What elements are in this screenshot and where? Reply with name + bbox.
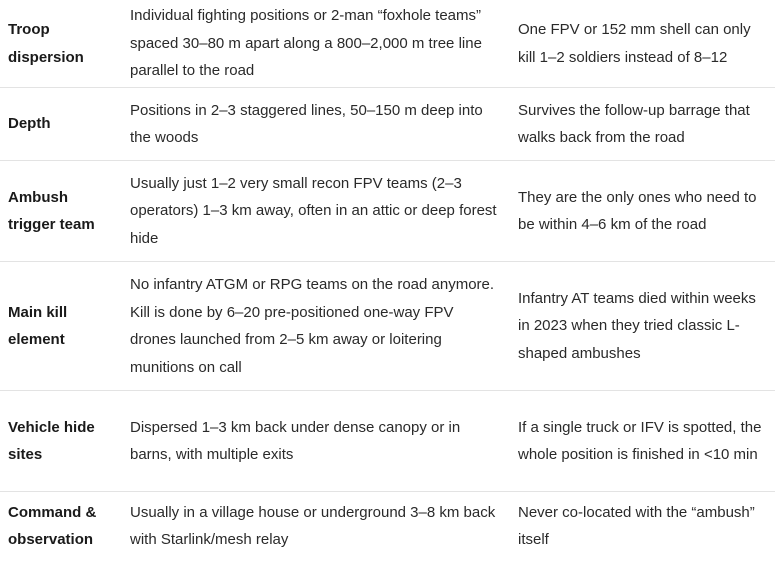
row-description: Usually in a village house or underground 3–8 km back with Starlink/mesh relay	[130, 503, 496, 548]
row-reason: Never co-located with the “ambush” itself	[518, 503, 755, 548]
row-description: No infantry ATGM or RPG teams on the road anymore. Kill is done by 6–20 pre-positioned one-way FPV drones launched from 2–5 km away or loitering munitions on call	[122, 262, 510, 391]
row-reason: Infantry AT teams died within weeks in 2023 when they tried classic L-shaped ambushes	[510, 262, 775, 391]
row-reason: Survives the follow-up barrage that walks back from the road	[510, 88, 775, 161]
row-label: Ambush trigger team	[0, 161, 122, 262]
table-row	[0, 161, 775, 262]
table-row	[0, 88, 775, 161]
row-description: Usually just 1–2 very small recon FPV teams (2–3 operators) 1–3 km away, often in an attic or deep forest hide	[122, 161, 510, 262]
row-label: Command & observation	[8, 503, 97, 548]
row-reason: They are the only ones who need to be within 4–6 km of the road	[510, 161, 775, 262]
row-label: Main kill element	[0, 262, 122, 391]
row-description: Individual fighting positions or 2-man “foxhole teams” spaced 30–80 m apart along a 800–2,000 m tree line parallel to the road	[122, 0, 510, 88]
table-row	[0, 0, 775, 88]
table-row	[0, 262, 775, 391]
row-description: Dispersed 1–3 km back under dense canopy or in barns, with multiple exits	[122, 391, 510, 492]
row-label: Troop dispersion	[0, 0, 122, 88]
row-label: Depth	[0, 88, 122, 161]
table-row	[0, 492, 775, 561]
row-label: Vehicle hide sites	[0, 391, 122, 492]
row-reason: One FPV or 152 mm shell can only kill 1–2 soldiers instead of 8–12	[510, 0, 775, 88]
row-description: Positions in 2–3 staggered lines, 50–150 m deep into the woods	[122, 88, 510, 161]
row-reason: If a single truck or IFV is spotted, the whole position is finished in <10 min	[510, 391, 775, 492]
table-row	[0, 391, 775, 492]
